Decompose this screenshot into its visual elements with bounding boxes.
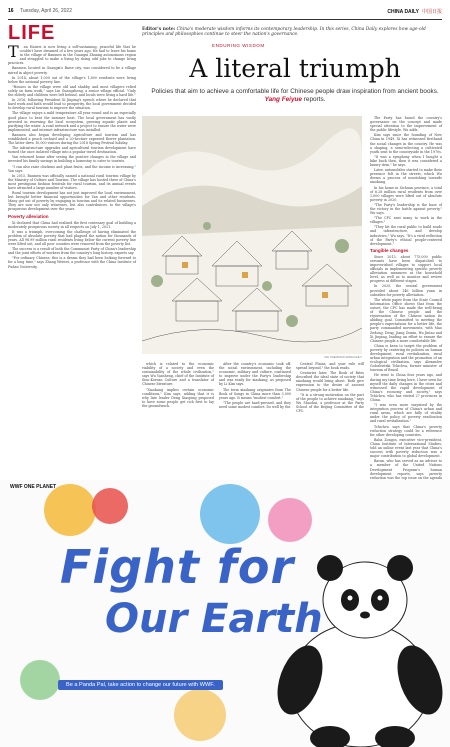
issue-date: Tuesday, April 26, 2022 (20, 8, 72, 14)
ad-tagline[interactable]: Be a Panda Pal, take action to change our future with WWF. (58, 680, 223, 690)
kicker: ENDURING WISDOM (212, 43, 265, 48)
paragraph: The white paper from the State Council Information Office shows that from the outset, the CPC has made the well-being of the Chinese people and the rejuvenation of the Chinese nation its abiding goal. Committed to meeting the people's expectations for a better life, the party commanded movements, with Mao Zedong, Deng, Jiang Zemin, Hu Jintao and Xi Jinping, leading an effort to ensure the Chinese people a more comfortable life. (370, 297, 442, 343)
paragraph: Since 2013, about 775,000 public servants have been dispatched to impoverished villages to support local officials in implementing specific poverty alleviation measures at the household level, as well as to monitor and review progress at different stages. (370, 254, 442, 284)
paragraph: Rural tourism development has not just improved the local environment, but brought better financial opportunities for Yan and other residents. Many got out of poverty by engaging in tourism and its related businesses. They are now not only witnesses, but also contributors, to the village's prosperous development over the years. (8, 191, 136, 212)
subhead-poverty-alleviation: Poverty alleviation (8, 213, 49, 219)
paragraph: "It was a symphony when I bought a bike back then, then it was considered a luxury item," he says. (370, 154, 442, 168)
paragraph: In his home in Sichuan province, a total of 6.28 million rural residents from over 1,000 villages were lifted out of absolute poverty in 2020. (370, 185, 442, 202)
paragraph: Kim says since the founding of New China in 1949, Xi has witnessed firsthand the social changes in the country. He was a shaping, a semi-selecting a cultivated youth sent to the countryside in the 1970s. (370, 133, 442, 154)
column-2 (142, 362, 214, 472)
deck (150, 88, 440, 104)
paragraph: Later, automobiles started to make their presence felt in the streets, which Wu deems a process of nourishing towards xiaokang. (370, 168, 442, 185)
subhead-tangible-changes: Tangible changes (370, 247, 409, 253)
paragraph: "For ordinary Chinese, this is a dream they had been looking forward to for a long time," says Zhang Weiwei, a professor with the China Institute of Fudan University. (8, 256, 136, 269)
column-3 (219, 362, 291, 472)
paragraph: In 2014, about 1,000 out of the village's 1,800 residents were living below the national poverty line. (8, 75, 136, 84)
paragraph: "The people are hard-pressed, and they need some modest comfort. Do well by the (219, 400, 291, 409)
page-header (8, 8, 442, 18)
wwf-logo: WWF ONE PLANET (10, 484, 57, 490)
brand-name (387, 8, 442, 15)
editor-note-text: China's moderate wisdom informs its contemporary leadership. In this series, China Daily explores how age-old principles and philosophies continue to steer the nation's governance. (142, 27, 426, 38)
paragraph: After the country's economic took off, the social environment, including the economic, military and culture, continued to improve under the Party's leadership and was ready for xiaokang, as proposed by Li Kim says. (219, 362, 291, 387)
paragraph: Central Plains, and your rule will spread beyond," the book reads. (296, 362, 364, 371)
paragraph: In 2016, following President Xi Jinping's speech where he declared that hard work and faith would lead to prosperity, the local government decided to develop rural tourism to improve the situation. (8, 98, 136, 111)
paragraph: In 2015, Banmen was officially named a national rural tourism village by the Ministry of Culture and Tourism. The village has hosted three of China's most prestigious fashion festivals for rural tourism, and its annual events have attracted a large number of visitors. (8, 173, 136, 190)
ad-title-line-1: Fight for (60, 540, 295, 594)
paragraph: The term xiaokang originates from The Book of Songs in China more than 3,000 years ago. It means "modest comfort." (219, 387, 291, 400)
byline-suffix: reports. (303, 96, 326, 103)
paragraph: It was a triumph, overcoming the challenge of having eliminated the problem of absolute poverty that had plagued the nation for thousands of years. All 98.99 million rural residents living below the current poverty line were lifted out, and all poor counties were removed from the poverty list. (8, 229, 136, 247)
paragraph: The village enjoys a mild temperature all year round and is an especially good place to beat the summer heat. The local government has vastly invested in renewing the local ecosystem, growing aquatic plants and purifying the water. A road network and a project to ensure the water were implemented, and internet infrastructure was installed. (8, 111, 136, 132)
paragraph: Centuries later, The Book of Rites described the ideal state of society that xiaokang would bring about. Both give expression to the desire of ancient Chinese people for a better life. (296, 371, 364, 392)
wwf-advertisement[interactable] (0, 480, 450, 747)
paragraph: Yan returned home after seeing the positive changes in the village and invested his family savings in building a homestay to cater to tourists. (8, 155, 136, 164)
dropcap: T (8, 42, 19, 61)
page-number: 16 (8, 8, 14, 14)
header-rule (8, 19, 442, 20)
paragraph: Banmen also began developing agriculture and tourism and has established a peach orchard and a 20-hectare rapeseed flower plantation. The latter drew 10,000 visitors during the 2018 Spring Festival holiday. (8, 132, 136, 146)
column-1 (8, 42, 136, 470)
paragraph: "Xiaokang implies certain economic conditions," Kim says, adding that it is why late leader Deng Xiaoping proposed to have some people get rich first to lay the groundwork. (142, 387, 214, 408)
paragraph: an Haiwei is now living a self-sustaining, peaceful life that he couldn't have dreamed of a few years ago. He had to leave his home in the village of Banmen in the Guangxi Zhuang autonomous region and struggled to make a living by doing odd jobs to change living practices. (8, 45, 136, 66)
illustration (142, 116, 362, 354)
section-title: LIFE (8, 22, 56, 44)
paragraph: China is keen to target the problem of poverty by centering its policies on human development, rural revitalization, rural urban integration and the promotion of an ecological civilization, says Alexandre Goloshvitski Tchichva, former minister of tourism of Brazil. (370, 343, 442, 373)
paragraph: In 2020, the central government provided about 146 billion yuan in subsidies for poverty alleviation. (370, 284, 442, 297)
paragraph: The success is a result of both the Communist Party of China's leadership and the joint efforts of workers from the country's long history, experts say. (8, 247, 136, 256)
ad-title-line-2: Our Earth (105, 596, 323, 642)
paragraph: Baran, who has served as an adviser to a member of the United Nations Development Program's human development reports, says poverty reduction was the top issue on the agenda (370, 459, 442, 480)
paragraph: The Party has based the country's governance on the concept and made special attention to the improvement of the public lifestyle, Wu adds. (370, 116, 442, 133)
paragraph: "I was even more surprised by the integration process of China's urban and rural areas, which are fully of vitality under the policy of poverty eradication and rural revitalization." (370, 403, 442, 424)
deck-text: Policies that aim to achieve a comfortable life for Chinese people draw inspiration from ancient books. (151, 88, 439, 95)
editor-note (142, 27, 442, 38)
paragraph: "The Party's leadership is the base of the victory in the battle against poverty," Wu says. (370, 202, 442, 216)
paragraph: Xi declared that China had realized the first centenary goal of building a moderately prosperous society in all respects on July 1, 2021. (8, 220, 136, 229)
paragraph: "It is a strong motivation on the part of the people to achieve xiaokang," says Wu Shaohui, a professor at the Party School of the Beijing Committee of the CPC. (296, 392, 364, 414)
paragraph: Baba Zongos, executive vice-president, China Institute of International Studies, told an online event last year that China's success with poverty reduction was a major contribution to global development. (370, 437, 442, 459)
paragraph: Tchichva says that China's poverty reduction strategy could be a reference for other developing countries. (370, 424, 442, 437)
column-4 (296, 362, 364, 472)
headline: A literal triumph (189, 54, 401, 83)
illustration-credit: MA XUEJING/CHINA DAILY (324, 355, 362, 359)
paragraph: "The CPC sent many to work in the villages." (370, 216, 442, 225)
byline: Yang Feiyue (264, 96, 302, 103)
paragraph: "Houses in the village were old and shabby, and most villagers relied solely on farm work," says Lin Guangzheng, a senior village official. "Only the elderly and children were left behind, and locals were living a hard life." (8, 84, 136, 98)
column-5 (370, 116, 442, 480)
village-illustration (142, 116, 362, 354)
paragraph: The infrastructure upgrades and agricultural tourism development have turned the once isolated village into a popular travel destination. (8, 146, 136, 155)
paragraph: which is related to the economic viability of a society and even the sustainability of the whole civilization," says Wu Yansheng, chief of the Institute of Sino-Korean Culture and a translator of Chinese literature. (142, 362, 214, 387)
paragraph: Banmen, located in Guangxi's Baise city, was considered to be a village mired in abject poverty. (8, 66, 136, 75)
brand-en: CHINA DAILY (387, 9, 419, 15)
editor-note-label: Editor's note: (142, 27, 176, 32)
paragraph: "I can also raise chickens and plant fruits, and the income is increasing," Yan says. (8, 164, 136, 173)
brand-cn: 中国日报 (421, 9, 442, 15)
paragraph: He went to China four years ago, and during my time living here, I have seen for myself the daily changes in the cities and witnessed the rapid development of China's economy and society," says Tchichva, who has visited 27 provinces in China. (370, 373, 442, 402)
paragraph: "They hit the rural public to build roads and infrastructure, and develop industries," Wu says. "It's a vivid reflection of the Party's ethical people-centered development." (370, 225, 442, 246)
